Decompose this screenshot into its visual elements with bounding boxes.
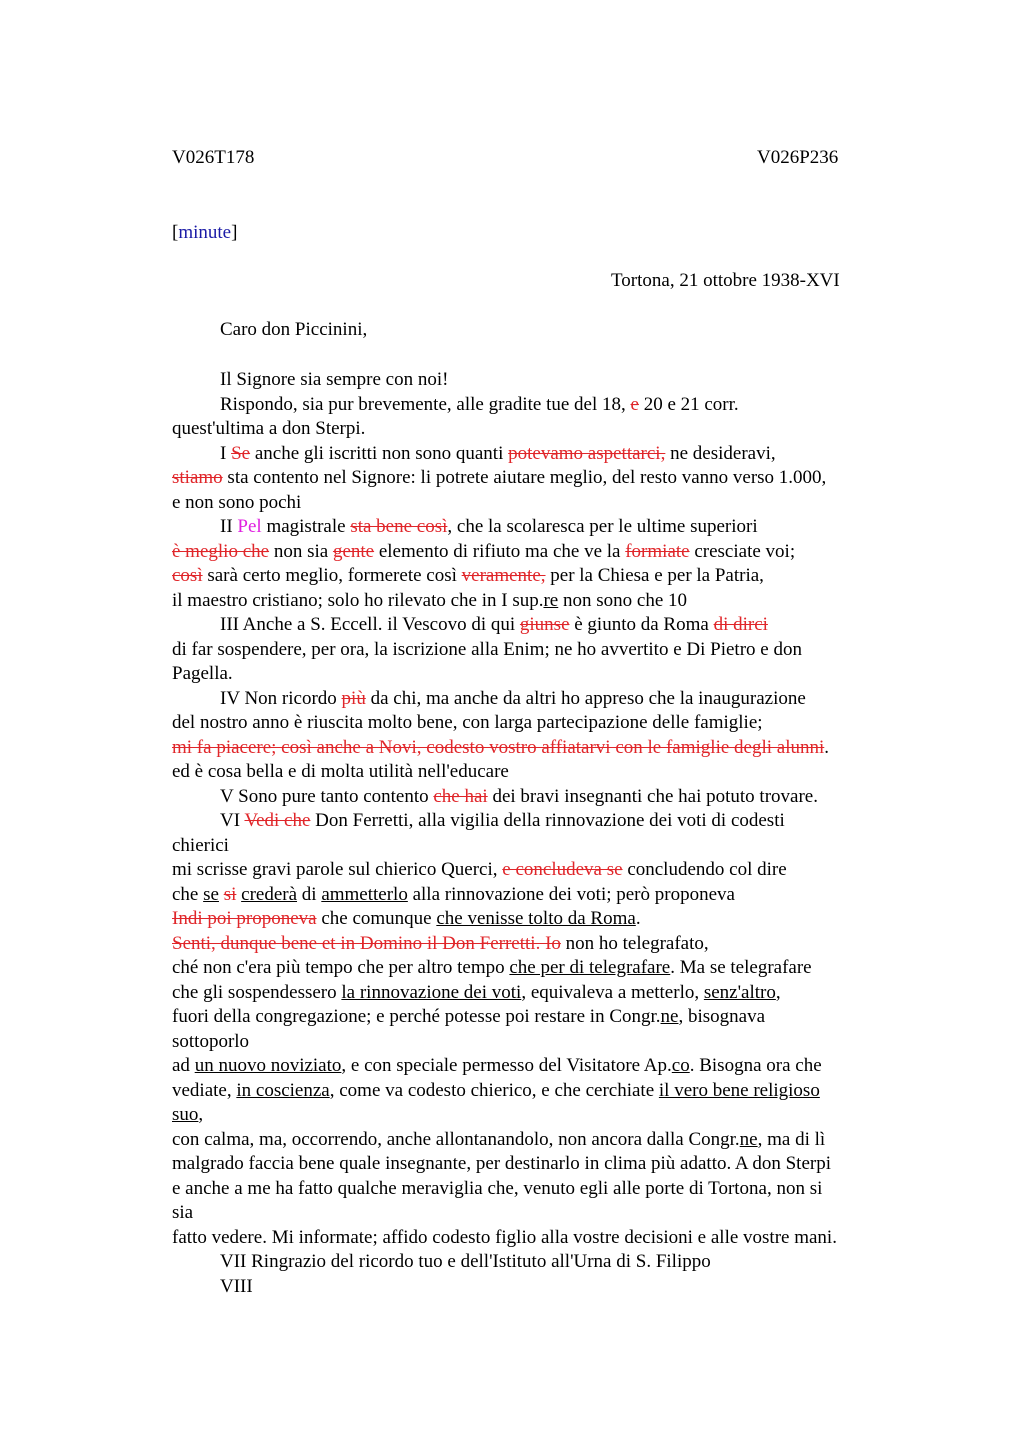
bracket-open: [ — [172, 222, 179, 243]
letter-line — [172, 466, 900, 491]
letter-line — [172, 491, 900, 516]
line-text: ché non c'era più tempo che per altro tempo — [172, 957, 510, 978]
underlined-text: co — [671, 1055, 690, 1076]
line-text: ne desideravi, — [665, 442, 776, 464]
line-text: , — [775, 981, 781, 1003]
underlined-text: senz'altro — [703, 981, 776, 1003]
deleted-text: giunse — [519, 614, 570, 635]
line-text: Pagella. — [172, 663, 233, 684]
letter-line — [172, 1250, 900, 1275]
place-date: Tortona, 21 ottobre 1938-XVI — [611, 270, 840, 291]
underlined-text: suo — [172, 1104, 199, 1125]
letter-line — [172, 1103, 900, 1128]
line-text: non ho telegrafato, — [560, 932, 709, 954]
letter-line — [172, 858, 900, 883]
deleted-text: si — [223, 883, 237, 905]
line-text: , equivaleva a metterlo, — [521, 981, 704, 1003]
line-text: VIII — [220, 1275, 253, 1297]
line-text: VII Ringrazio del ricordo tuo e dell'Istituto all'Urna di S. Filippo — [220, 1251, 711, 1272]
line-text: non sia — [269, 540, 333, 562]
underlined-text: che per di telegrafare — [509, 957, 671, 978]
letter-line — [172, 638, 900, 663]
deleted-text: gente — [332, 540, 375, 562]
line-text: IV Non ricordo — [220, 687, 342, 709]
letter-line — [172, 809, 900, 834]
letter-line — [172, 417, 900, 442]
deleted-text: mi fa piacere; così anche a Novi, codesto vostro affiatarvi con le famiglie degli alunni — [172, 736, 825, 758]
letter-line — [172, 1275, 900, 1300]
underlined-text: un nuovo noviziato — [194, 1055, 342, 1076]
line-text: fuori della congregazione; e perché potesse poi restare in Congr. — [172, 1006, 661, 1027]
deleted-text: sta bene così — [350, 516, 448, 537]
document-code-left: V026T178 — [172, 147, 255, 168]
deleted-text: potevamo aspettarci, — [508, 442, 666, 464]
line-text: Don Ferretti, alla vigilia della rinnovazione dei voti di codesti — [310, 810, 785, 831]
underlined-text: re — [543, 589, 559, 611]
deleted-text: stiamo — [172, 467, 223, 488]
line-text: VI — [220, 810, 245, 831]
line-text: sottoporlo — [172, 1030, 250, 1052]
underlined-text: la rinnovazione dei voti — [341, 981, 522, 1003]
line-text: che — [172, 883, 204, 905]
minute-note — [172, 222, 237, 244]
document-code-right: V026P236 — [757, 147, 839, 168]
line-text: è giunto da Roma — [569, 614, 714, 635]
line-text: alla rinnovazione dei voti; però proponeva — [407, 883, 735, 905]
underlined-text: il vero bene religioso — [658, 1079, 820, 1101]
deleted-text: più — [341, 687, 366, 709]
deleted-text: di dirci — [713, 614, 768, 635]
line-text: malgrado faccia bene quale insegnante, per destinarlo in clima più adatto. A don Sterpi — [172, 1153, 831, 1174]
bracket-close: ] — [231, 222, 238, 243]
line-text: , che la scolaresca per le ultime superiori — [447, 516, 758, 537]
letter-line — [172, 1226, 900, 1251]
line-text: Il Signore sia sempre con noi! — [220, 369, 449, 390]
line-text: anche gli iscritti non sono quanti — [250, 442, 509, 464]
letter-line — [172, 442, 900, 467]
deleted-text: veramente, — [461, 565, 546, 586]
line-text: del nostro anno è riuscita molto bene, con larga partecipazione delle famiglie; — [172, 712, 763, 733]
line-text: II — [220, 516, 238, 537]
letter-line — [172, 907, 900, 932]
letter-line — [172, 515, 900, 540]
line-text: elemento di rifiuto ma che ve la — [374, 540, 626, 562]
letter-line — [172, 1152, 900, 1177]
line-text: . Bisogna ora che — [689, 1055, 822, 1076]
line-text: sta contento nel Signore: li potrete aiutare meglio, del resto vanno verso 1.000, — [222, 467, 827, 488]
line-text: e anche a me ha fatto qualche meraviglia che, venuto egli alle porte di Tortona, non si — [172, 1177, 823, 1199]
underlined-text: in coscienza — [236, 1079, 330, 1101]
underlined-text: se — [203, 883, 219, 905]
letter-line — [172, 1079, 900, 1104]
letter-line — [172, 1030, 900, 1055]
underlined-text: ne — [660, 1006, 679, 1027]
deleted-text: Se — [231, 442, 251, 464]
line-text: V Sono pure tanto contento — [220, 785, 434, 807]
line-text: ed è cosa bella e di molta utilità nell'educare — [172, 761, 509, 782]
letter-line — [172, 736, 900, 761]
line-text: per la Chiesa e per la Patria, — [545, 565, 764, 586]
minute-label: minute — [178, 222, 232, 243]
line-text: e non sono pochi — [172, 491, 302, 513]
letter-line — [172, 932, 900, 957]
deleted-text: Vedi che — [244, 810, 311, 831]
line-text: mi scrisse gravi parole sul chierico Querci, — [172, 859, 503, 880]
deleted-text: Senti, dunque bene et in Domino il Don Ferretti. Io — [172, 932, 561, 954]
line-text: il maestro cristiano; solo ho rilevato che in I sup. — [172, 589, 544, 611]
letter-line — [172, 760, 900, 785]
letter-line — [172, 981, 900, 1006]
letter-line — [172, 564, 900, 589]
line-text: concludendo col dire — [622, 859, 787, 880]
deleted-text: formiate — [625, 540, 690, 562]
underlined-text: ne — [739, 1128, 758, 1150]
line-text: , e con speciale permesso del Visitatore Ap. — [341, 1055, 672, 1076]
line-text: , come va codesto chierico, e che cerchiate — [329, 1079, 659, 1101]
line-text: sarà certo meglio, formerete così — [202, 565, 462, 586]
line-text: di — [297, 883, 322, 905]
deleted-text: e — [630, 393, 639, 415]
letter-line — [172, 1005, 900, 1030]
line-text: quest'ultima a don Sterpi. — [172, 418, 366, 439]
line-text: cresciate voi; — [689, 540, 796, 562]
letter-line — [172, 1054, 900, 1079]
line-text: 20 e 21 corr. — [638, 393, 739, 415]
line-text: , ma di lì — [757, 1128, 826, 1150]
line-text: . — [635, 908, 641, 929]
letter-line — [172, 1128, 900, 1153]
deleted-text: e concludeva se — [502, 859, 623, 880]
line-text: con calma, ma, occorrendo, anche allontanandolo, non ancora dalla Congr. — [172, 1128, 740, 1150]
letter-line — [172, 589, 900, 614]
line-text: III Anche a S. Eccell. il Vescovo di qui — [220, 614, 520, 635]
line-text: non sono che 10 — [558, 589, 688, 611]
underlined-text: crederà — [241, 883, 298, 905]
letter-line — [172, 883, 900, 908]
deleted-text: così — [172, 565, 203, 586]
line-text: . Ma se telegrafare — [670, 957, 812, 978]
deleted-text: che hai — [433, 785, 488, 807]
letter-line — [172, 540, 900, 565]
line-text: sia — [172, 1202, 194, 1223]
letter-line — [172, 662, 900, 687]
letter-line — [172, 613, 900, 638]
line-text: chierici — [172, 834, 229, 856]
underlined-text: che venisse tolto da Roma — [436, 908, 636, 929]
line-text: ad — [172, 1055, 195, 1076]
letter-line — [172, 1201, 900, 1226]
line-text: di far sospendere, per ora, la iscrizione alla Enim; ne ho avvertito e Di Pietro e don — [172, 638, 802, 660]
underlined-text: ammetterlo — [321, 883, 408, 905]
letter-line — [172, 687, 900, 712]
line-text: , bisognava — [678, 1006, 766, 1027]
letter-line — [172, 393, 900, 418]
letter-line — [172, 834, 900, 859]
letter-line — [172, 368, 900, 393]
line-text: dei bravi insegnanti che hai potuto trovare. — [487, 785, 818, 807]
line-text: da chi, ma anche da altri ho appreso che la inaugurazione — [365, 687, 806, 709]
letter-body — [172, 368, 900, 1299]
line-text: magistrale — [261, 516, 351, 537]
inserted-text: Pel — [237, 516, 262, 537]
letter-line — [172, 785, 900, 810]
deleted-text: è meglio che — [172, 540, 270, 562]
line-text: Rispondo, sia pur brevemente, alle gradite tue del 18, — [220, 393, 631, 415]
letter-line — [172, 711, 900, 736]
line-text: fatto vedere. Mi informate; affido codesto figlio alla vostre decisioni e alle vostre mani. — [172, 1226, 837, 1248]
letter-line — [172, 1177, 900, 1202]
line-text: che comunque — [316, 908, 437, 929]
letter-line — [172, 956, 900, 981]
line-text: . — [824, 736, 830, 758]
line-text: I — [220, 442, 232, 464]
line-text: vediate, — [172, 1079, 237, 1101]
line-text: , — [198, 1104, 204, 1125]
line-text: che gli sospendessero — [172, 981, 342, 1003]
deleted-text: Indi poi proponeva — [172, 908, 317, 929]
salutation: Caro don Piccinini, — [220, 319, 368, 340]
